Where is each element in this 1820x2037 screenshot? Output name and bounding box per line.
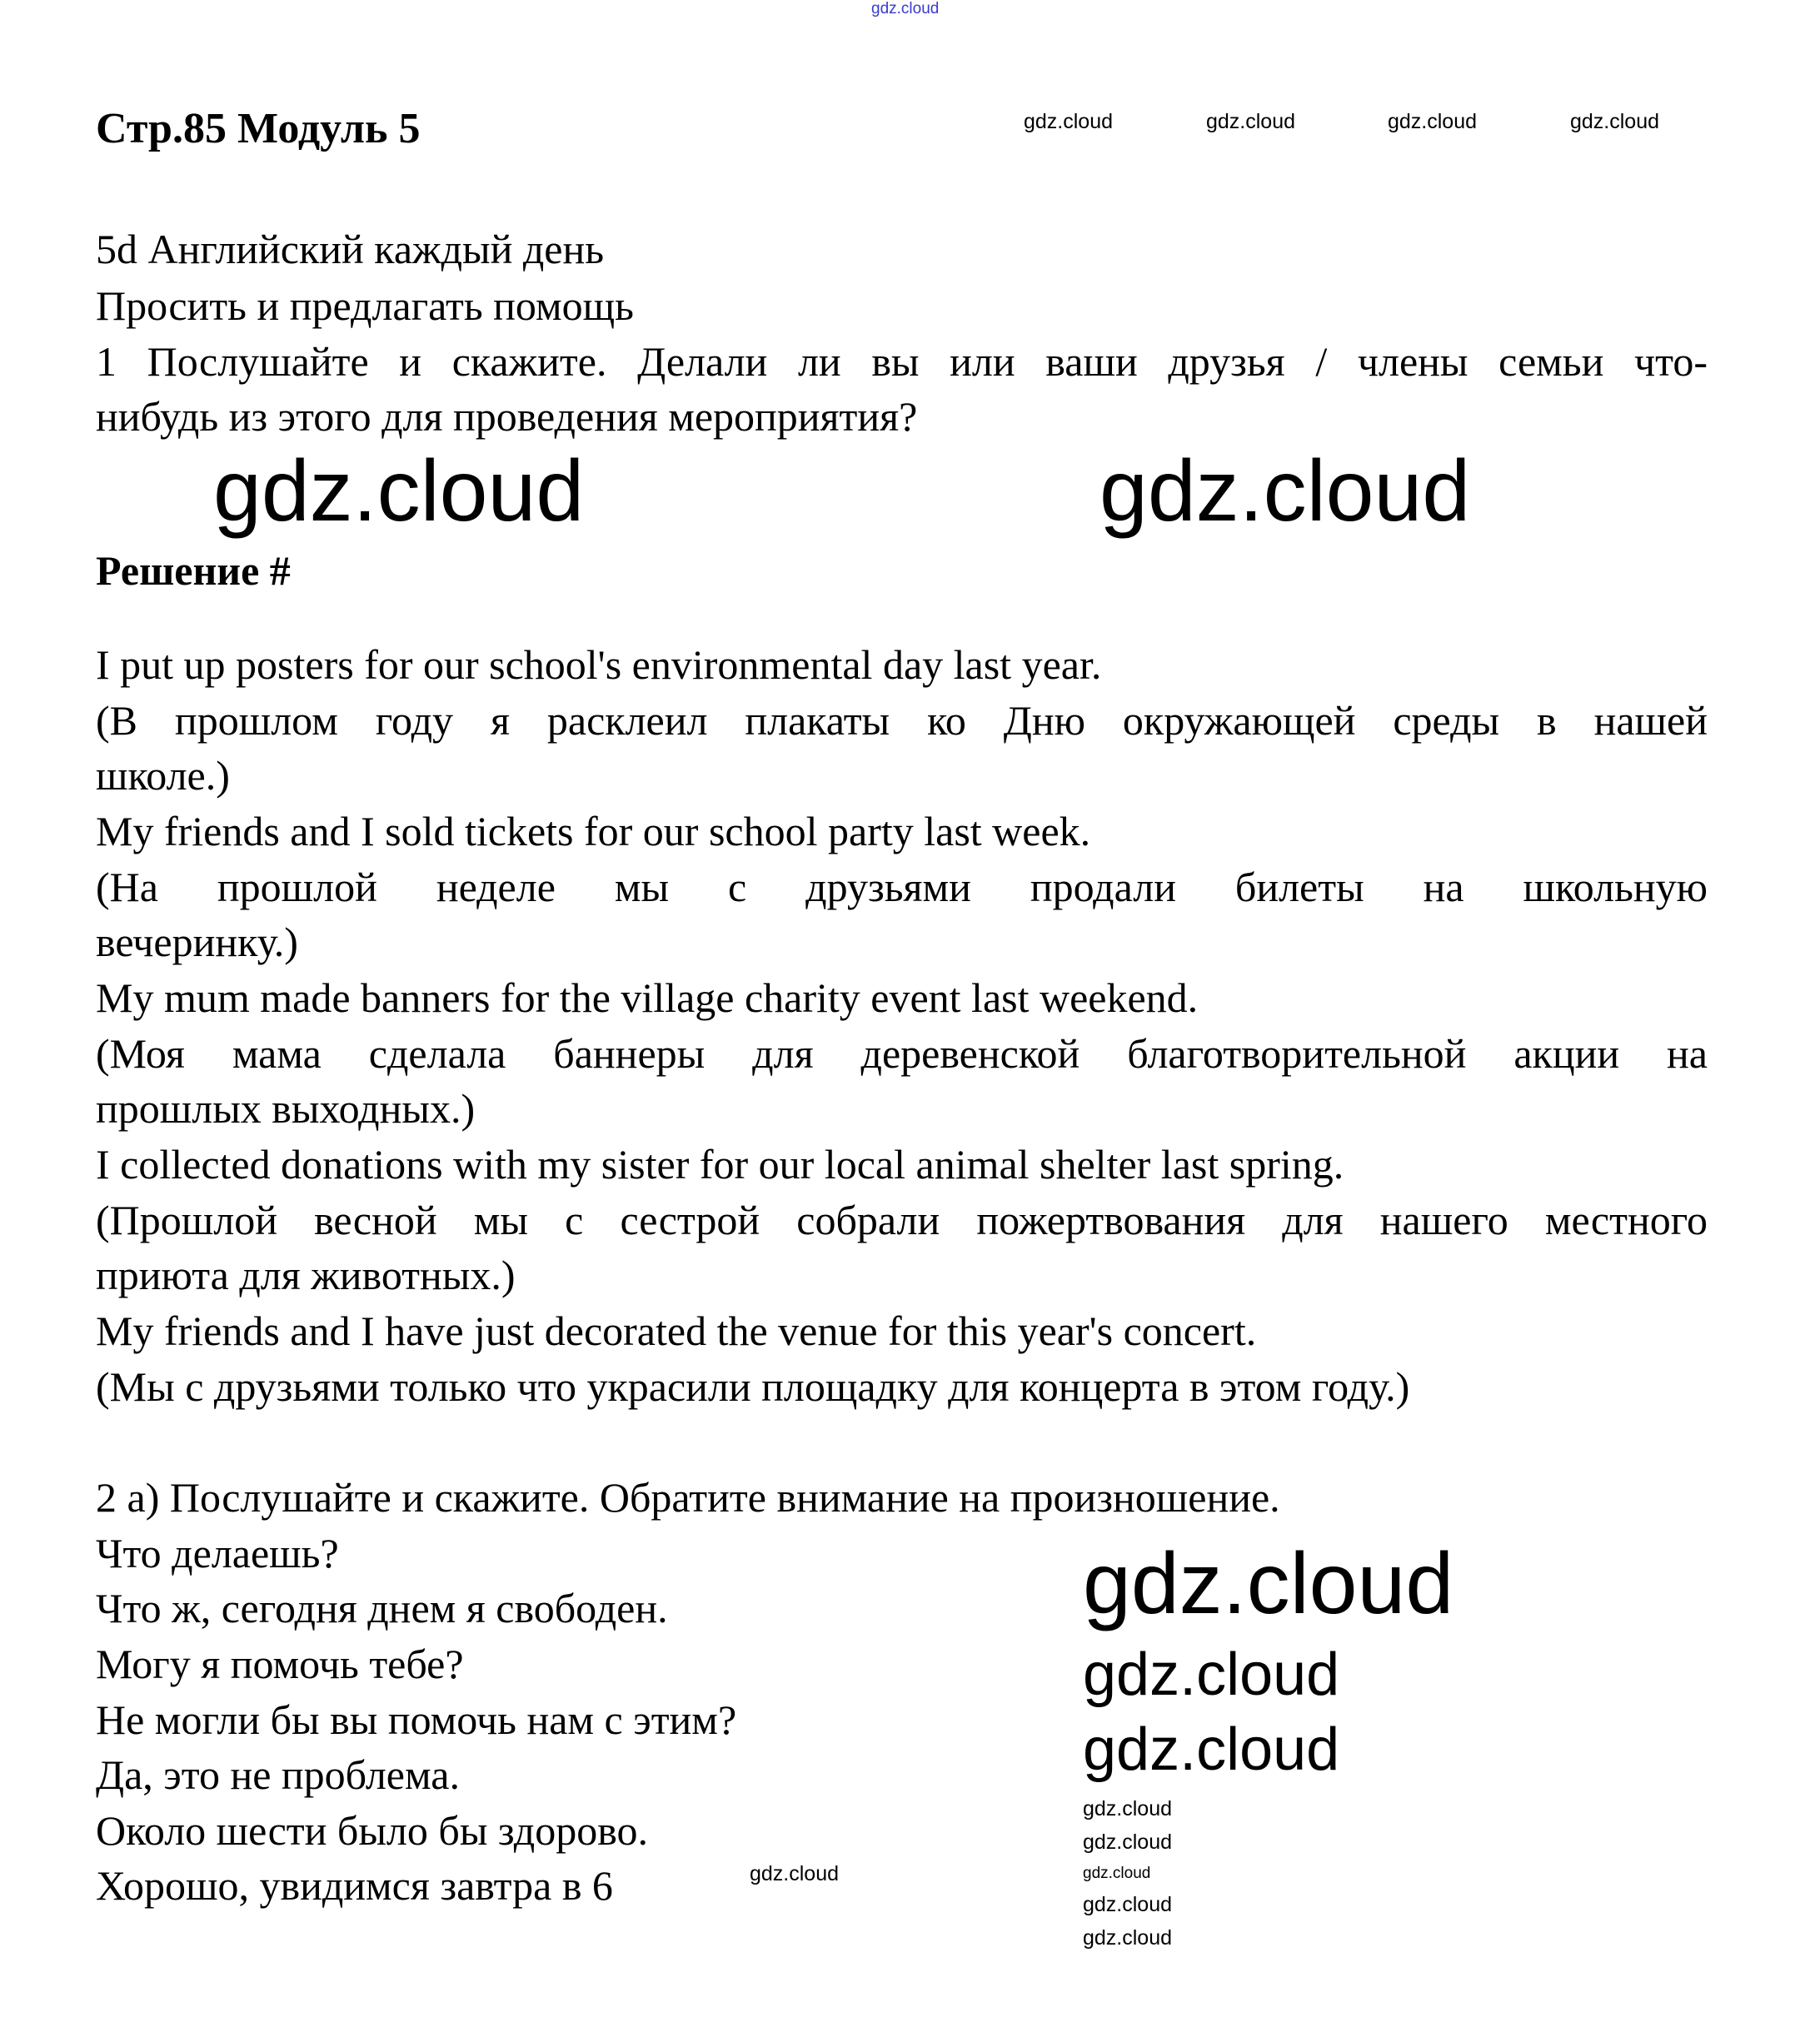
task1-text-cont: нибудь из этого для проведения мероприятия? (96, 393, 918, 440)
watermark: gdz.cloud (1083, 1536, 1454, 1632)
answer-ru: (Прошлой весной мы с сестрой собрали пожертвования для нашего местного (96, 1197, 1708, 1243)
watermark: gdz.cloud (1083, 1641, 1340, 1708)
watermark: gdz.cloud (213, 443, 585, 540)
phrase: Хорошо, увидимся завтра в 6 (96, 1862, 613, 1909)
watermark: gdz.cloud (1570, 110, 1660, 133)
solution-label: Решение # (96, 547, 291, 594)
watermark: gdz.cloud (1024, 110, 1114, 133)
task1-text: 1 Послушайте и скажите. Делали ли вы или ваши друзья / члены семьи что- (96, 338, 1708, 385)
answer-ru: (На прошлой неделе мы с друзьями продали билеты на школьную (96, 864, 1708, 910)
answer-ru-cont: вечеринку.) (96, 919, 298, 965)
watermark: gdz.cloud (1206, 110, 1296, 133)
answer-ru: (В прошлом году я расклеил плакаты ко Дню окружающей среды в нашей (96, 697, 1708, 744)
answer-en: My friends and I have just decorated the venue for this year's concert. (96, 1307, 1257, 1354)
watermark: gdz.cloud (1083, 1797, 1173, 1820)
watermark: gdz.cloud (1083, 1865, 1151, 1882)
watermark: gdz.cloud (1099, 443, 1471, 540)
phrase: Что делаешь? (96, 1530, 339, 1576)
answer-en: My friends and I sold tickets for our school party last week. (96, 808, 1091, 854)
watermark: gdz.cloud (1083, 1830, 1173, 1854)
watermark: gdz.cloud (1083, 1926, 1173, 1950)
answer-en: I put up posters for our school's environmental day last year. (96, 641, 1102, 688)
phrase: Около шести было бы здорово. (96, 1807, 648, 1854)
watermark: gdz.cloud (1083, 1716, 1340, 1783)
lesson-title: 5d Английский каждый день (96, 226, 605, 272)
phrase: Не могли бы вы помочь нам с этим? (96, 1696, 737, 1743)
watermark: gdz.cloud (1083, 1893, 1173, 1916)
watermark: gdz.cloud (1388, 110, 1478, 133)
answer-ru: (Мы с друзьями только что украсили площадку для концерта в этом году.) (96, 1363, 1410, 1410)
phrase: Да, это не проблема. (96, 1751, 460, 1798)
answer-ru-cont: приюта для животных.) (96, 1252, 516, 1298)
answer-ru-cont: школе.) (96, 752, 230, 799)
phrase: Могу я помочь тебе? (96, 1641, 464, 1687)
answer-ru: (Моя мама сделала баннеры для деревенской благотворительной акции на (96, 1030, 1708, 1077)
lesson-topic: Просить и предлагать помощь (96, 282, 634, 329)
page-title: Стр.85 Модуль 5 (96, 105, 421, 152)
answer-ru-cont: прошлых выходных.) (96, 1085, 476, 1132)
answer-en: I collected donations with my sister for our local animal shelter last spring. (96, 1141, 1344, 1188)
answer-en: My mum made banners for the village charity event last weekend. (96, 974, 1199, 1021)
task2-heading: 2 a) Послушайте и скажите. Обратите внимание на произношение. (96, 1474, 1280, 1521)
watermark: gdz.cloud (750, 1862, 840, 1885)
phrase: Что ж, сегодня днем я свободен. (96, 1585, 668, 1631)
watermark-top: gdz.cloud (871, 0, 940, 17)
